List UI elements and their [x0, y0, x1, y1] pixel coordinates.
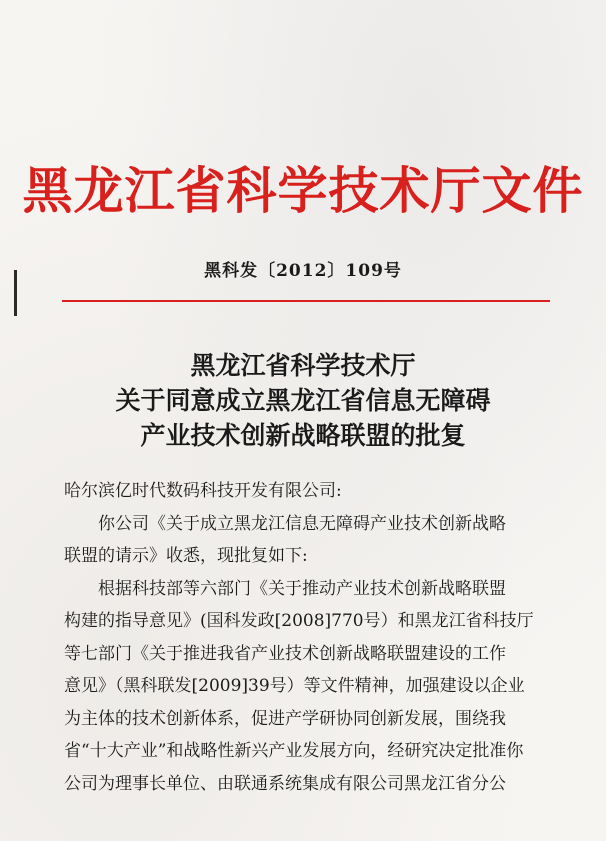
subject-line-3: 产业技术创新战略联盟的批复 [140, 421, 466, 450]
red-divider-line [62, 300, 550, 302]
paragraph-2-line-2: 构建的指导意见》(国科发政[2008]770号）和黑龙江省科技厅 [64, 611, 534, 631]
document-number: 黑科发〔2012〕109号 [204, 261, 402, 281]
subject-line-1: 黑龙江省科学技术厅 [190, 351, 416, 380]
paragraph-2-line-5: 为主体的技术创新体系，促进产学研协同创新发展，围绕我 [64, 708, 506, 729]
paragraph-2-line-3: 等七部门《关于推进我省产业技术创新战略联盟建设的工作 [64, 643, 506, 664]
paragraph-2 [64, 573, 564, 801]
document-body [64, 475, 564, 800]
document-subject [0, 348, 606, 453]
subject-line-2: 关于同意成立黑龙江省信息无障碍 [115, 386, 491, 415]
paragraph-2-line-7: 公司为理事长单位、由联通系统集成有限公司黑龙江省分公 [64, 773, 506, 794]
addressee: 哈尔滨亿时代数码科技开发有限公司: [64, 481, 342, 501]
paragraph-1-line-1: 你公司《关于成立黑龙江信息无障碍产业技术创新战略 [98, 513, 506, 534]
paragraph-1-line-2: 联盟的请示》收悉，现批复如下: [64, 546, 308, 566]
paragraph-2-line-1: 根据科技部等六部门《关于推动产业技术创新战略联盟 [98, 578, 506, 599]
paragraph-1 [64, 508, 564, 573]
paragraph-2-line-6: 省“十大产业”和战略性新兴产业发展方向，经研究决定批准你 [64, 741, 524, 761]
red-header-title: 黑龙江省科学技术厅文件 [22, 161, 584, 220]
paragraph-2-line-4: 意见》（黑科联发[2009]39号）等文件精神，加强建设以企业 [64, 676, 525, 696]
